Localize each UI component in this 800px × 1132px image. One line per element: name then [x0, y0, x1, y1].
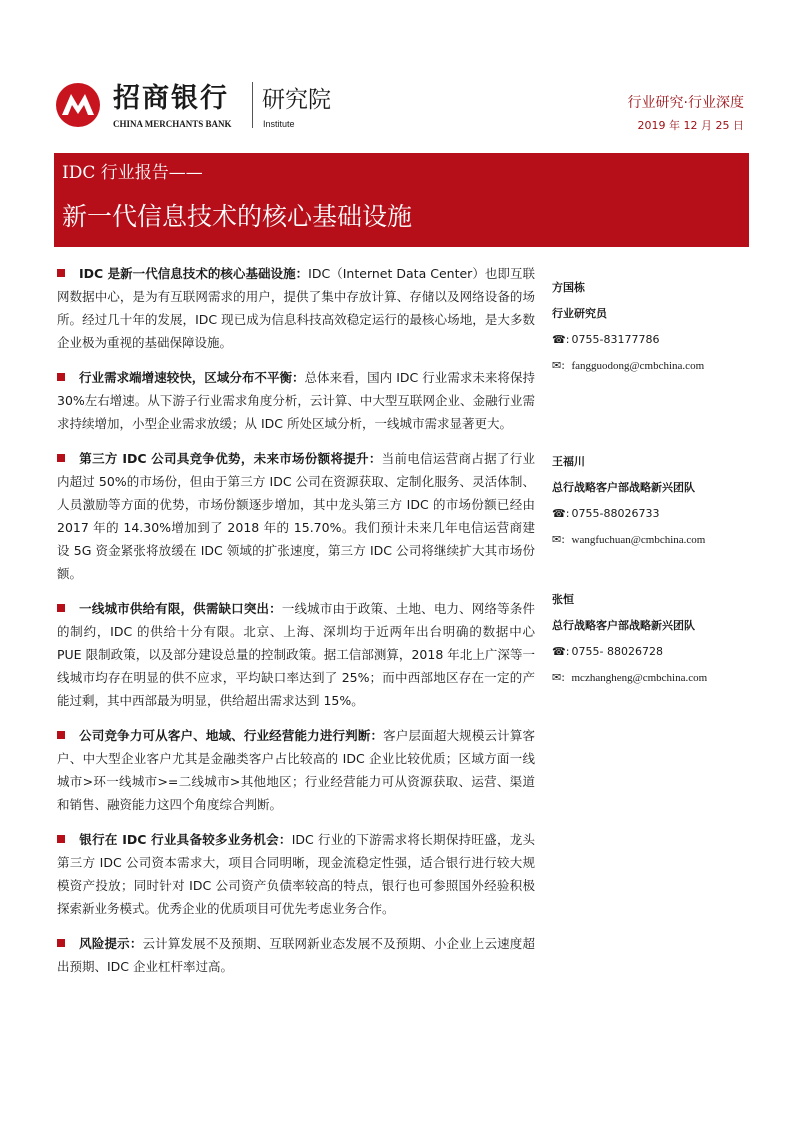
- email-address[interactable]: mczhangheng@cmbchina.com: [571, 672, 708, 684]
- analyst-role: 行业研究员: [552, 307, 607, 320]
- institute-name-en: Institute: [263, 119, 295, 129]
- summary-paragraph: [57, 262, 535, 354]
- square-bullet-icon: [57, 454, 65, 462]
- title-banner: [54, 153, 749, 247]
- phone-number: 0755-83177786: [571, 333, 660, 346]
- paragraph-body: 客户层面超大规模云计算客户、中大型企业客户尤其是金融类客户占比较高的 IDC 企业比较优质；区域方面一线城市>环一线城市>=二线城市>其他地区；行业经营能力可从资源获取、运营、渠道和销售、融资能力这四个角度综合判断。: [57, 728, 535, 812]
- report-header: [0, 0, 800, 150]
- paragraph-body: 云计算发展不及预期、互联网新业态发展不及预期、小企业上云速度超出预期、IDC 企业杠杆率过高。: [57, 936, 535, 974]
- paragraph-lead: 银行在 IDC 行业具备较多业务机会：: [79, 832, 292, 847]
- institute-name-cn: 研究院: [262, 87, 331, 113]
- email-icon: ✉:: [552, 359, 565, 372]
- paragraph-lead: 行业需求端增速较快，区域分布不平衡：: [79, 370, 305, 385]
- square-bullet-icon: [57, 269, 65, 277]
- summary-paragraph: [57, 447, 535, 585]
- analyst-card: [552, 449, 752, 553]
- paragraph-lead: 第三方 IDC 公司具竞争优势，未来市场份额将提升：: [79, 451, 382, 466]
- analyst-phone: [552, 639, 752, 665]
- phone-number: 0755-88026733: [571, 507, 660, 520]
- phone-icon: ☎:: [552, 333, 570, 346]
- square-bullet-icon: [57, 373, 65, 381]
- bank-name-cn: 招商银行: [113, 83, 229, 114]
- analyst-email: [552, 665, 752, 691]
- summary-paragraph: [57, 932, 535, 978]
- paragraph-body: 当前电信运营商占据了行业内超过 50%的市场份，但由于第三方 IDC 公司在资源获取、定制化服务、灵活体制、人员激励等方面的优势，市场份额逐步增加，其中龙头第三方 IDC 的市场份额已经由 2017 年的 14.30%增加到了 2018 年的 15.70%。我们预计未来几年电信运营商建设 5G 资金紧张将放缓在 IDC 领域的扩张速度，第三方 IDC 公司将继续扩大其市场份额。: [57, 451, 535, 581]
- summary-paragraph: [57, 597, 535, 712]
- email-icon: ✉:: [552, 533, 565, 546]
- paragraph-body: IDC 行业的下游需求将长期保持旺盛，龙头第三方 IDC 公司资本需求大，项目合同明晰，现金流稳定性强，适合银行进行较大规模资产投放；同时针对 IDC 公司资产负债率较高的特点，银行也可参照国外经验积极探索新业务模式。优秀企业的优质项目可优先考虑业务合作。: [57, 832, 536, 916]
- report-title: 新一代信息技术的核心基础设施: [62, 202, 413, 231]
- analyst-card: [552, 587, 752, 691]
- analyst-email: [552, 527, 752, 553]
- phone-icon: ☎:: [552, 645, 570, 658]
- summary-paragraph: [57, 366, 535, 435]
- paragraph-body: 总体来看，国内 IDC 行业需求未来将保持 30%左右增速。从下游子行业需求角度分析，云计算、中大型互联网企业、金融行业需求持续增加，小型企业需求放缓；从 IDC 所处区域分析，一线城市需求显著更大。: [57, 370, 535, 431]
- summary-paragraph: [57, 828, 535, 920]
- summary-column: [57, 262, 535, 990]
- square-bullet-icon: [57, 604, 65, 612]
- analyst-role: 总行战略客户部战略新兴团队: [552, 481, 695, 494]
- square-bullet-icon: [57, 731, 65, 739]
- analyst-email: [552, 353, 752, 379]
- analyst-phone: [552, 327, 752, 353]
- paragraph-body: IDC（Internet Data Center）也即互联网数据中心，是为有互联网需求的用户，提供了集中存放计算、存储以及网络设备的场所。经过几十年的发展，IDC 现已成为信息科技高效稳定运行的最核心场地，是大多数企业极为重视的基础保障设施。: [57, 266, 535, 350]
- paragraph-lead: 风险提示：: [79, 936, 143, 951]
- report-type: 行业研究·行业深度: [627, 95, 744, 111]
- analyst-phone: [552, 501, 752, 527]
- email-icon: ✉:: [552, 671, 565, 684]
- phone-number: 0755- 88026728: [571, 645, 663, 658]
- email-address[interactable]: wangfuchuan@cmbchina.com: [571, 534, 706, 546]
- analyst-name: 张恒: [552, 593, 574, 606]
- phone-icon: ☎:: [552, 507, 570, 520]
- bank-name-en: CHINA MERCHANTS BANK: [113, 119, 232, 129]
- paragraph-lead: 公司竞争力可从客户、地域、行业经营能力进行判断：: [79, 728, 384, 743]
- email-address[interactable]: fangguodong@cmbchina.com: [571, 360, 705, 372]
- cmb-logo-icon: [53, 82, 103, 128]
- logo-divider: [252, 82, 253, 128]
- square-bullet-icon: [57, 939, 65, 947]
- paragraph-body: 一线城市由于政策、土地、电力、网络等条件的制约，IDC 的供给十分有限。北京、上海、深圳均于近两年出台明确的数据中心 PUE 限制政策，以及部分建设总量的控制政策。据工信部测算，2018 年北上广深等一线城市均存在明显的供不应求，平均缺口率达到了 25%；而中西部地区存在一定的产能过剩，其中西部最为明显，供给超出需求达到 15%。: [57, 601, 535, 708]
- analyst-name: 王福川: [552, 455, 585, 468]
- summary-paragraph: [57, 724, 535, 816]
- analyst-card: [552, 275, 752, 379]
- analyst-role: 总行战略客户部战略新兴团队: [552, 619, 695, 632]
- paragraph-lead: 一线城市供给有限，供需缺口突出：: [79, 601, 282, 616]
- report-date: 2019 年 12 月 25 日: [637, 119, 744, 132]
- analyst-name: 方国栋: [552, 281, 585, 294]
- square-bullet-icon: [57, 835, 65, 843]
- report-subtitle: IDC 行业报告——: [62, 163, 203, 183]
- paragraph-lead: IDC 是新一代信息技术的核心基础设施：: [79, 266, 309, 281]
